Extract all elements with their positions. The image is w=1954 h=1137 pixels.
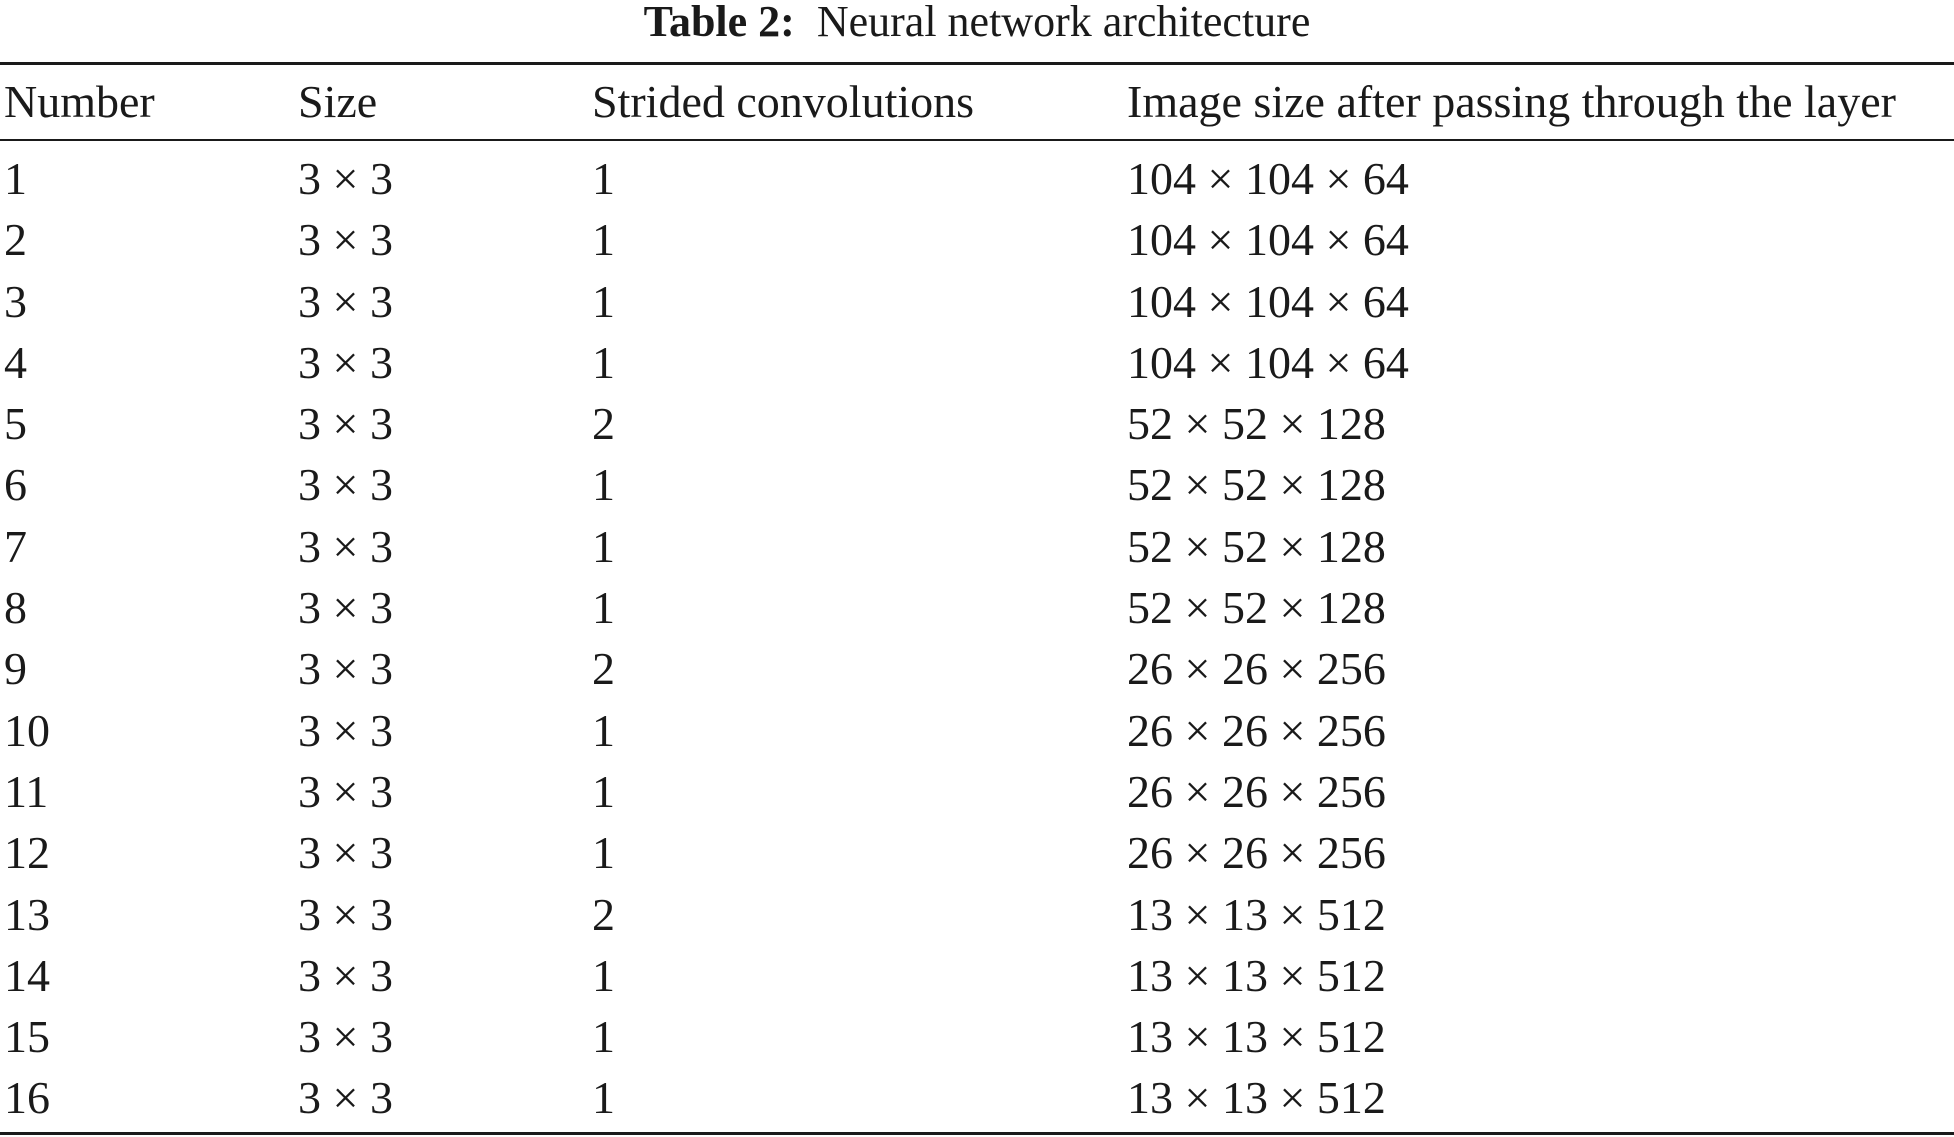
- header-strided-convolutions: Strided convolutions: [592, 76, 975, 127]
- cell-strided-convolutions: 1: [592, 459, 615, 511]
- header-image-size: Image size after passing through the layer: [1127, 76, 1896, 127]
- cell-image-size: 13 × 13 × 512: [1127, 1072, 1386, 1124]
- table-header-rule: [0, 139, 1954, 141]
- cell-size: 3 × 3: [298, 1072, 393, 1124]
- cell-number: 14: [4, 949, 50, 1001]
- cell-strided-convolutions: 1: [592, 1011, 615, 1063]
- cell-image-size: 26 × 26 × 256: [1127, 704, 1386, 756]
- cell-strided-convolutions: 2: [592, 643, 615, 695]
- table-row: [0, 827, 1954, 888]
- cell-size: 3 × 3: [298, 459, 393, 511]
- cell-number: 2: [4, 214, 27, 266]
- table-row: [0, 705, 1954, 766]
- cell-number: 1: [4, 153, 27, 204]
- cell-image-size: 104 × 104 × 64: [1127, 275, 1409, 327]
- cell-image-size: 13 × 13 × 512: [1127, 888, 1386, 940]
- cell-strided-convolutions: 1: [592, 827, 615, 879]
- cell-strided-convolutions: 1: [592, 275, 615, 327]
- cell-size: 3 × 3: [298, 1011, 393, 1063]
- cell-strided-convolutions: 1: [592, 153, 615, 204]
- table-row: [0, 643, 1954, 704]
- table-caption-title: Neural network architecture: [816, 0, 1311, 46]
- cell-size: 3 × 3: [298, 398, 393, 450]
- cell-size: 3 × 3: [298, 520, 393, 572]
- table-row: [0, 337, 1954, 398]
- table-header-row: [0, 76, 1954, 128]
- cell-size: 3 × 3: [298, 888, 393, 940]
- cell-number: 6: [4, 459, 27, 511]
- cell-number: 13: [4, 888, 50, 940]
- cell-strided-convolutions: 2: [592, 888, 615, 940]
- cell-number: 16: [4, 1072, 50, 1124]
- cell-strided-convolutions: 1: [592, 949, 615, 1001]
- cell-strided-convolutions: 1: [592, 582, 615, 634]
- cell-number: 8: [4, 582, 27, 634]
- cell-image-size: 104 × 104 × 64: [1127, 214, 1409, 266]
- table-row: [0, 766, 1954, 827]
- cell-image-size: 26 × 26 × 256: [1127, 827, 1386, 879]
- cell-number: 10: [4, 704, 50, 756]
- cell-size: 3 × 3: [298, 582, 393, 634]
- cell-image-size: 52 × 52 × 128: [1127, 520, 1386, 572]
- cell-size: 3 × 3: [298, 827, 393, 879]
- table-row: [0, 276, 1954, 337]
- cell-strided-convolutions: 1: [592, 520, 615, 572]
- cell-image-size: 104 × 104 × 64: [1127, 153, 1409, 204]
- cell-strided-convolutions: 1: [592, 214, 615, 266]
- cell-number: 12: [4, 827, 50, 879]
- table-row: [0, 582, 1954, 643]
- table-row: [0, 889, 1954, 950]
- cell-size: 3 × 3: [298, 704, 393, 756]
- table-row: [0, 459, 1954, 520]
- header-size: Size: [298, 76, 378, 127]
- cell-image-size: 13 × 13 × 512: [1127, 1011, 1386, 1063]
- table-bottom-rule: [0, 1132, 1954, 1135]
- cell-image-size: 26 × 26 × 256: [1127, 643, 1386, 695]
- cell-image-size: 52 × 52 × 128: [1127, 582, 1386, 634]
- cell-strided-convolutions: 1: [592, 765, 615, 817]
- cell-size: 3 × 3: [298, 275, 393, 327]
- table-row: [0, 398, 1954, 459]
- cell-image-size: 13 × 13 × 512: [1127, 949, 1386, 1001]
- table-row: [0, 1011, 1954, 1072]
- table-row: [0, 521, 1954, 582]
- cell-number: 4: [4, 336, 27, 388]
- cell-size: 3 × 3: [298, 153, 393, 204]
- table-row: [0, 1072, 1954, 1133]
- table-caption-label: Table 2:: [643, 0, 795, 46]
- cell-number: 15: [4, 1011, 50, 1063]
- table-row: [0, 214, 1954, 275]
- cell-image-size: 26 × 26 × 256: [1127, 765, 1386, 817]
- cell-size: 3 × 3: [298, 765, 393, 817]
- cell-number: 9: [4, 643, 27, 695]
- cell-strided-convolutions: 1: [592, 1072, 615, 1124]
- cell-number: 3: [4, 275, 27, 327]
- cell-number: 7: [4, 520, 27, 572]
- cell-size: 3 × 3: [298, 643, 393, 695]
- table-row: [0, 153, 1954, 214]
- cell-number: 5: [4, 398, 27, 450]
- table-body: [0, 153, 1954, 1134]
- header-number: Number: [4, 76, 155, 127]
- cell-image-size: 52 × 52 × 128: [1127, 459, 1386, 511]
- cell-image-size: 104 × 104 × 64: [1127, 336, 1409, 388]
- cell-size: 3 × 3: [298, 949, 393, 1001]
- cell-size: 3 × 3: [298, 336, 393, 388]
- cell-strided-convolutions: 1: [592, 336, 615, 388]
- cell-size: 3 × 3: [298, 214, 393, 266]
- cell-image-size: 52 × 52 × 128: [1127, 398, 1386, 450]
- cell-number: 11: [4, 765, 49, 817]
- table-top-rule: [0, 62, 1954, 65]
- table-row: [0, 950, 1954, 1011]
- cell-strided-convolutions: 1: [592, 704, 615, 756]
- cell-strided-convolutions: 2: [592, 398, 615, 450]
- table-caption: [0, 0, 1954, 44]
